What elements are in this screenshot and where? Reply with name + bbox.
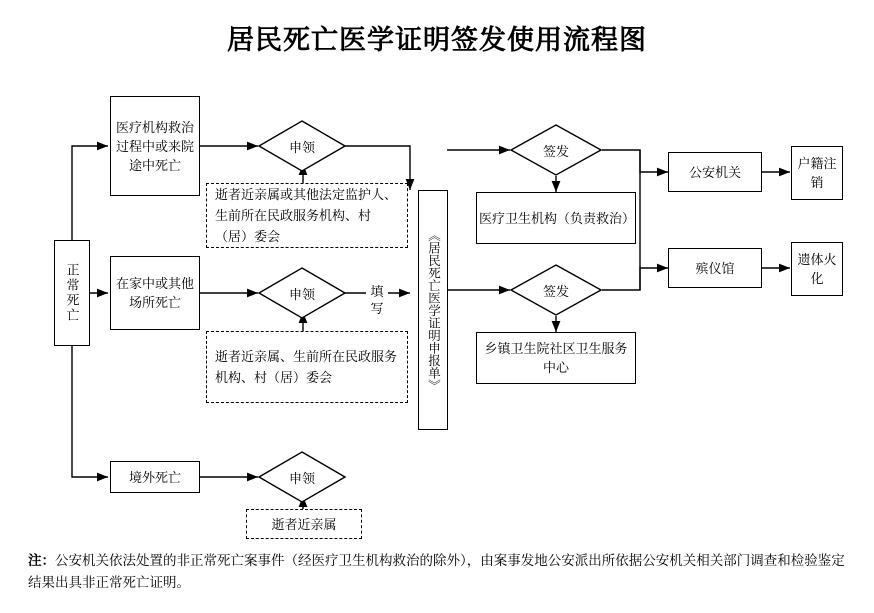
node-public-security: 公安机关 (668, 152, 762, 192)
node-normal-death-label: 正常死亡 (64, 263, 80, 323)
node-medical-health-inst: 医疗卫生机构（负责救治） (476, 192, 636, 244)
decision-apply-3 (258, 451, 346, 503)
decision-apply-1 (258, 120, 346, 172)
node-funeral-home: 殡仪馆 (668, 248, 762, 288)
node-certificate-form (418, 190, 448, 430)
decision-apply-2-label: 申领 (288, 286, 315, 302)
footer-note-label: 注： (28, 553, 55, 568)
page-title: 居民死亡医学证明签发使用流程图 (227, 25, 647, 56)
decision-apply-1-label: 申领 (288, 139, 315, 155)
node-cremation: 遗体火化 (791, 242, 843, 296)
node-certificate-form-label: 《居民死亡医学证明申报单》 (426, 228, 441, 392)
footer-note-text: 公安机关依法处置的非正常死亡案事件（经医疗卫生机构救治的除外），由案事发地公安派出所依据公安机关相关部门调查和检验鉴定结果出具非正常死亡证明。 (28, 553, 845, 590)
node-medical-inst-death: 医疗机构救治过程中或来院途中死亡 (110, 96, 200, 196)
decision-issue-2-label: 签发 (542, 283, 569, 299)
node-home-death: 在家中或其他场所死亡 (110, 256, 200, 330)
node-overseas-death: 境外死亡 (110, 461, 200, 493)
node-normal-death (54, 240, 90, 346)
node-relatives-box-3: 逝者近亲属 (246, 509, 362, 539)
edge-label-fill-in: 填写 (366, 283, 388, 317)
footer-note (28, 550, 848, 594)
decision-apply-3-label: 申领 (288, 470, 315, 486)
decision-issue-1-label: 签发 (542, 143, 569, 159)
decision-apply-2 (258, 267, 346, 319)
decision-issue-1 (510, 124, 602, 176)
node-township-health-center: 乡镇卫生院社区卫生服务中心 (476, 332, 636, 384)
node-relatives-box-1: 逝者近亲属或其他法定监护人、生前所在民政服务机构、村（居）委会 (206, 183, 408, 248)
decision-issue-2 (510, 264, 602, 316)
node-relatives-box-2: 逝者近亲属、生前所在民政服务机构、村（居）委会 (206, 331, 408, 403)
node-household-cancellation: 户籍注销 (791, 146, 843, 200)
